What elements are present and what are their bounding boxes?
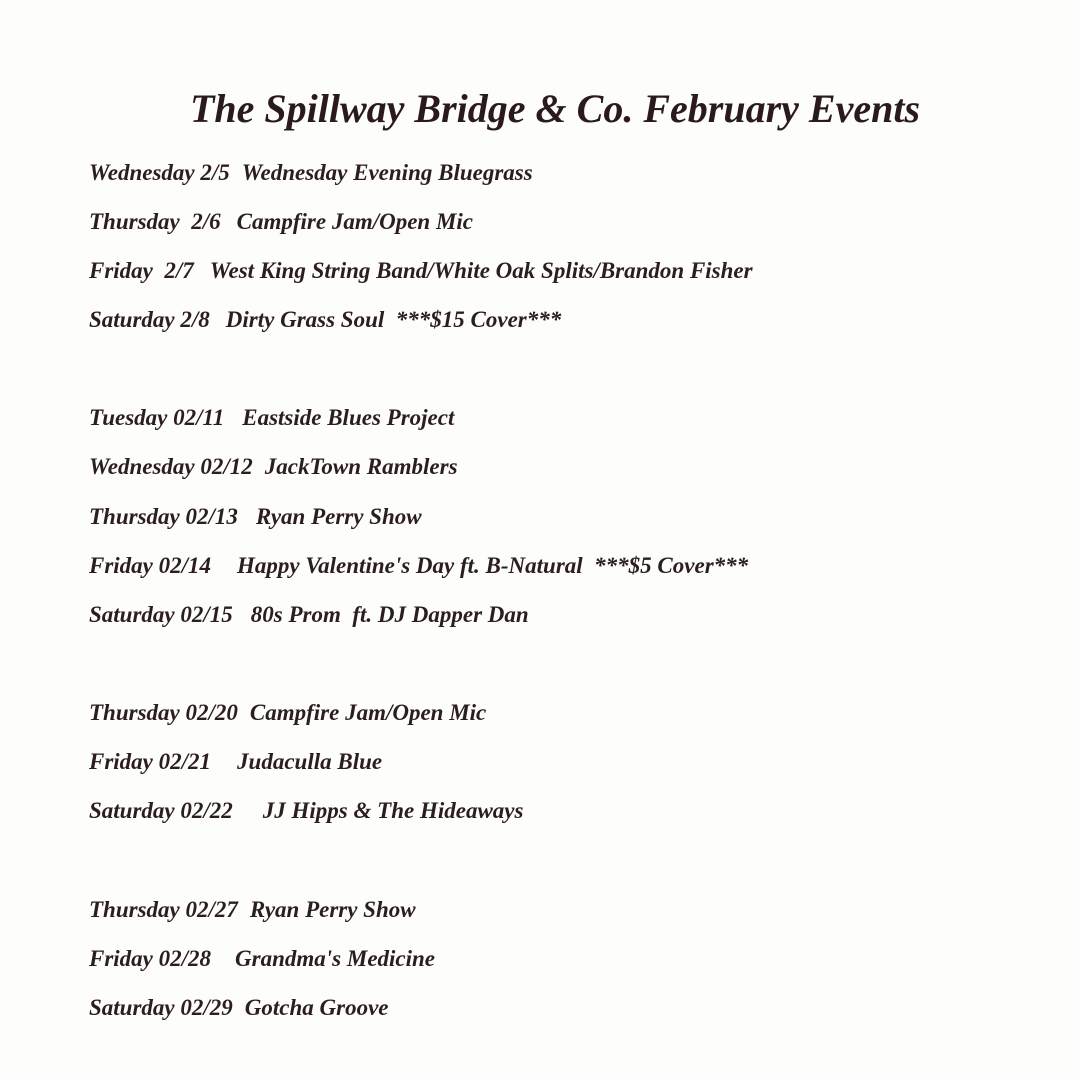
- event-name: Dirty Grass Soul ***$15 Cover***: [225, 307, 562, 332]
- event-name: Eastside Blues Project: [242, 405, 455, 430]
- event-name: Judaculla Blue: [237, 749, 383, 774]
- event-date: Thursday 02/20: [89, 700, 238, 725]
- event-row: [89, 502, 422, 532]
- event-date: Thursday 2/6: [89, 209, 221, 234]
- event-date: Wednesday 2/5: [89, 160, 230, 185]
- event-row: [89, 698, 486, 728]
- event-row: [89, 944, 435, 974]
- event-date: Saturday 02/22: [89, 798, 233, 823]
- event-date: Tuesday 02/11: [89, 405, 225, 430]
- event-row: [89, 207, 473, 237]
- event-row: [89, 158, 533, 188]
- event-row: [89, 452, 458, 482]
- event-name: West King String Band/White Oak Splits/Brandon Fisher: [209, 258, 753, 283]
- event-row: [89, 551, 748, 581]
- event-row: [89, 993, 389, 1023]
- event-row: [89, 256, 753, 286]
- page-title: The Spillway Bridge & Co. February Events: [189, 86, 921, 131]
- event-name: JJ Hipps & The Hideaways: [262, 798, 524, 823]
- event-name: Ryan Perry Show: [249, 897, 416, 922]
- event-name: Gotcha Groove: [244, 995, 389, 1020]
- event-row: [89, 895, 416, 925]
- event-date: Wednesday 02/12: [89, 454, 253, 479]
- event-name: 80s Prom ft. DJ Dapper Dan: [250, 602, 529, 627]
- event-date: Friday 02/14: [89, 553, 212, 578]
- event-row: [89, 747, 382, 777]
- event-name: Wednesday Evening Bluegrass: [241, 160, 533, 185]
- event-row: [89, 600, 529, 630]
- event-date: Saturday 02/15: [89, 602, 233, 627]
- event-date: Saturday 2/8: [89, 307, 210, 332]
- event-date: Friday 02/28: [89, 946, 212, 971]
- event-date: Friday 02/21: [89, 749, 212, 774]
- event-row: [89, 796, 523, 826]
- event-name: Ryan Perry Show: [255, 504, 422, 529]
- event-name: Campfire Jam/Open Mic: [249, 700, 487, 725]
- event-row: [89, 403, 454, 433]
- event-name: Happy Valentine's Day ft. B-Natural ***$5 Cover***: [237, 553, 749, 578]
- event-name: Grandma's Medicine: [235, 946, 436, 971]
- event-date: Saturday 02/29: [89, 995, 233, 1020]
- event-date: Thursday 02/13: [89, 504, 238, 529]
- event-name: Campfire Jam/Open Mic: [236, 209, 474, 234]
- event-date: Thursday 02/27: [89, 897, 238, 922]
- event-date: Friday 2/7: [89, 258, 194, 283]
- event-name: JackTown Ramblers: [264, 454, 458, 479]
- event-row: [89, 305, 561, 335]
